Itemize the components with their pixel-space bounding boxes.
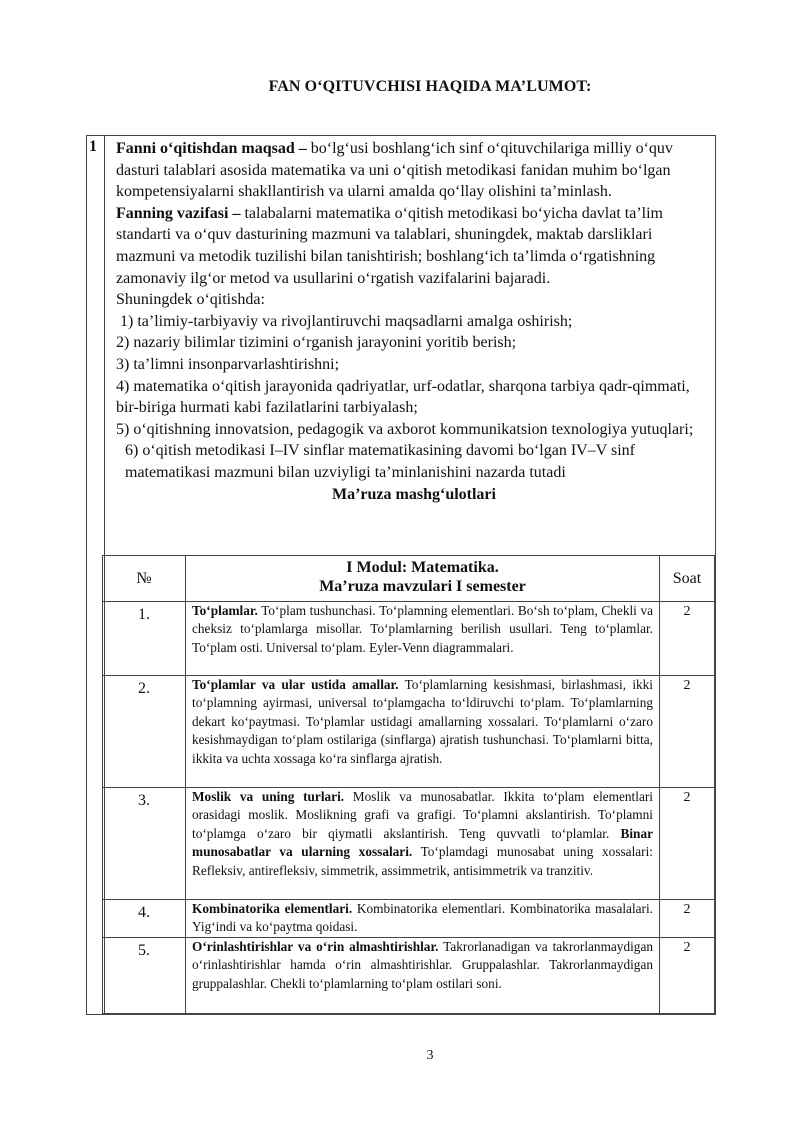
row-number: 2.	[103, 676, 186, 788]
row-topic	[186, 676, 660, 788]
task-label: Fanning vazifasi –	[116, 204, 241, 222]
goal-paragraph	[116, 138, 712, 203]
column-header-number: №	[103, 556, 186, 602]
lectures-heading: Ma’ruza mashg‘ulotlari	[332, 485, 496, 503]
row-hours: 2	[660, 676, 715, 788]
list-item: 3) ta’limni insonparvarlashtirishni;	[116, 355, 340, 373]
section-number: 1	[89, 138, 97, 155]
list-item: 4) matematika o‘qitish jarayonida qadriyatlar, urf-odatlar, sharqona tarbiya qadr-qimmati, bir-biriga hurmati kabi fazilatlarini tarbiyalash;	[116, 377, 690, 417]
lecture-topics-table	[102, 555, 715, 1014]
row-topic	[186, 788, 660, 900]
topic-text-secondary: To‘plamdagi munosabat uning xossalari: Refleksiv, antirefleksiv, simmetrik, assimmetrik, antisimmetrik va tranzitiv.	[192, 844, 653, 878]
topic-text: Moslik va munosabatlar. Ikkita to‘plam elementlari orasidagi moslik. Moslikning grafi va grafigi. To‘plamni akslantirish. To‘plamni to‘plamga o‘zaro bir qiymatli akslantirish. Teng quvvatli to‘plamlar.	[192, 789, 653, 841]
table-row	[103, 900, 715, 938]
topic-text: To‘plamlarning kesishmasi, birlashmasi, ikki to‘plamning ayirmasi, universal to‘plamgacha to‘ldiruvchi to‘plam. To‘plamlarning dekart ko‘paytmasi. To‘plamlar ustidagi amallarning xossalari. To‘plamlarni o‘zaro kesishmaydigan to‘plam ostilariga (sinflarga) ajratish tushunchasi. To‘plamlarni bitta, ikkita va uchta xossaga ko‘ra sinflarga ajratish.	[192, 677, 654, 766]
list-item: 5) o‘qitishning innovatsion, pedagogik va axborot kommunikatsion texnologiya yutuqlari;	[116, 420, 694, 438]
row-topic	[186, 938, 660, 1014]
row-hours: 2	[660, 938, 715, 1014]
list-item: 6) o‘qitish metodikasi I–IV sinflar matematikasining davomi bo‘lgan IV–V sinf matematikasi mazmuni bilan uzviyligi ta’minlanishini nazarda tutadi	[125, 442, 635, 481]
page-title: FAN O‘QITUVCHISI HAQIDA MA’LUMOT:	[268, 78, 592, 95]
topic-title: Moslik va uning turlari.	[192, 789, 345, 804]
task-paragraph	[116, 203, 712, 289]
topic-text: To‘plam tushunchasi. To‘plamning elementlari. Bo‘sh to‘plam, Chekli va cheksiz to‘plamlarga misollar. To‘plamlarning berilish usullari. Teng to‘plamlar. To‘plam osti. Universal to‘plam. Eyler-Venn diagrammalari.	[192, 603, 653, 655]
row-number: 4.	[103, 900, 186, 938]
also-line: Shuningdek o‘qitishda:	[116, 291, 265, 309]
topic-title: To‘plamlar va ular ustida amallar.	[192, 677, 399, 692]
task-text: talabalarni matematika o‘qitish metodikasi bo‘yicha davlat ta’lim standarti va o‘quv dasturining mazmuni va talablari, shuningdek, maktab darsliklari mazmuni va metodik tuzilishi bilan tanishtirish; boshlang‘ich ta’limda o‘rgatishning zamonaviy ilg‘or metod va usullarini o‘rgatish vazifalarini bajaradi.	[116, 204, 663, 287]
topic-text: Takrorlanadigan va takrorlanmaydigan o‘rinlashtirishlar hamda o‘rin almashtirishlar. Gruppalashlar. Takrorlanmaydigan gruppalashlar. Chekli to‘plamlarning to‘plam ostilari soni.	[192, 939, 653, 991]
goal-text: bo‘lg‘usi boshlang‘ich sinf o‘qituvchilariga milliy o‘quv dasturi talablari asosida matematika va uni o‘qitish metodikasi fanidan muhim bo‘lgan kompetensiyalarni shakllantirish va ularni amalda qo‘llay olishini ta’minlash.	[116, 140, 673, 201]
row-number: 5.	[103, 938, 186, 1014]
table-row	[103, 602, 715, 676]
module-subtitle: Ma’ruza mavzulari I semester	[319, 578, 526, 595]
topic-title: Kombinatorika elementlari.	[192, 901, 353, 916]
table-row	[103, 938, 715, 1014]
row-topic	[186, 602, 660, 676]
column-header-hours: Soat	[660, 556, 715, 602]
topic-title: O‘rinlashtirishlar va o‘rin almashtirishlar.	[192, 939, 439, 954]
info-content	[116, 138, 712, 505]
topic-title: To‘plamlar.	[192, 603, 258, 618]
topic-text: Kombinatorika elementlari. Kombinatorika masalalari. Yig‘indi va ko‘paytma qoidasi.	[192, 901, 653, 935]
row-number: 1.	[103, 602, 186, 676]
topic-title-secondary: Binar munosabatlar va ularning xossalari.	[192, 825, 653, 860]
list-item: 1) ta’limiy-tarbiyaviy va rivojlantiruvchi maqsadlarni amalga oshirish;	[120, 312, 573, 330]
row-number: 3.	[103, 788, 186, 900]
row-hours: 2	[660, 602, 715, 676]
module-title: I Modul: Matematika.	[346, 559, 499, 576]
page-number: 3	[426, 1048, 434, 1063]
column-header-module	[186, 556, 660, 602]
row-hours: 2	[660, 788, 715, 900]
row-hours: 2	[660, 900, 715, 938]
table-row	[103, 676, 715, 788]
table-header-row	[103, 556, 715, 602]
table-row	[103, 788, 715, 900]
goal-label: Fanni o‘qitishdan maqsad –	[116, 140, 307, 157]
list-item: 2) nazariy bilimlar tizimini o‘rganish jarayonini yoritib berish;	[116, 334, 517, 352]
row-topic	[186, 900, 660, 938]
